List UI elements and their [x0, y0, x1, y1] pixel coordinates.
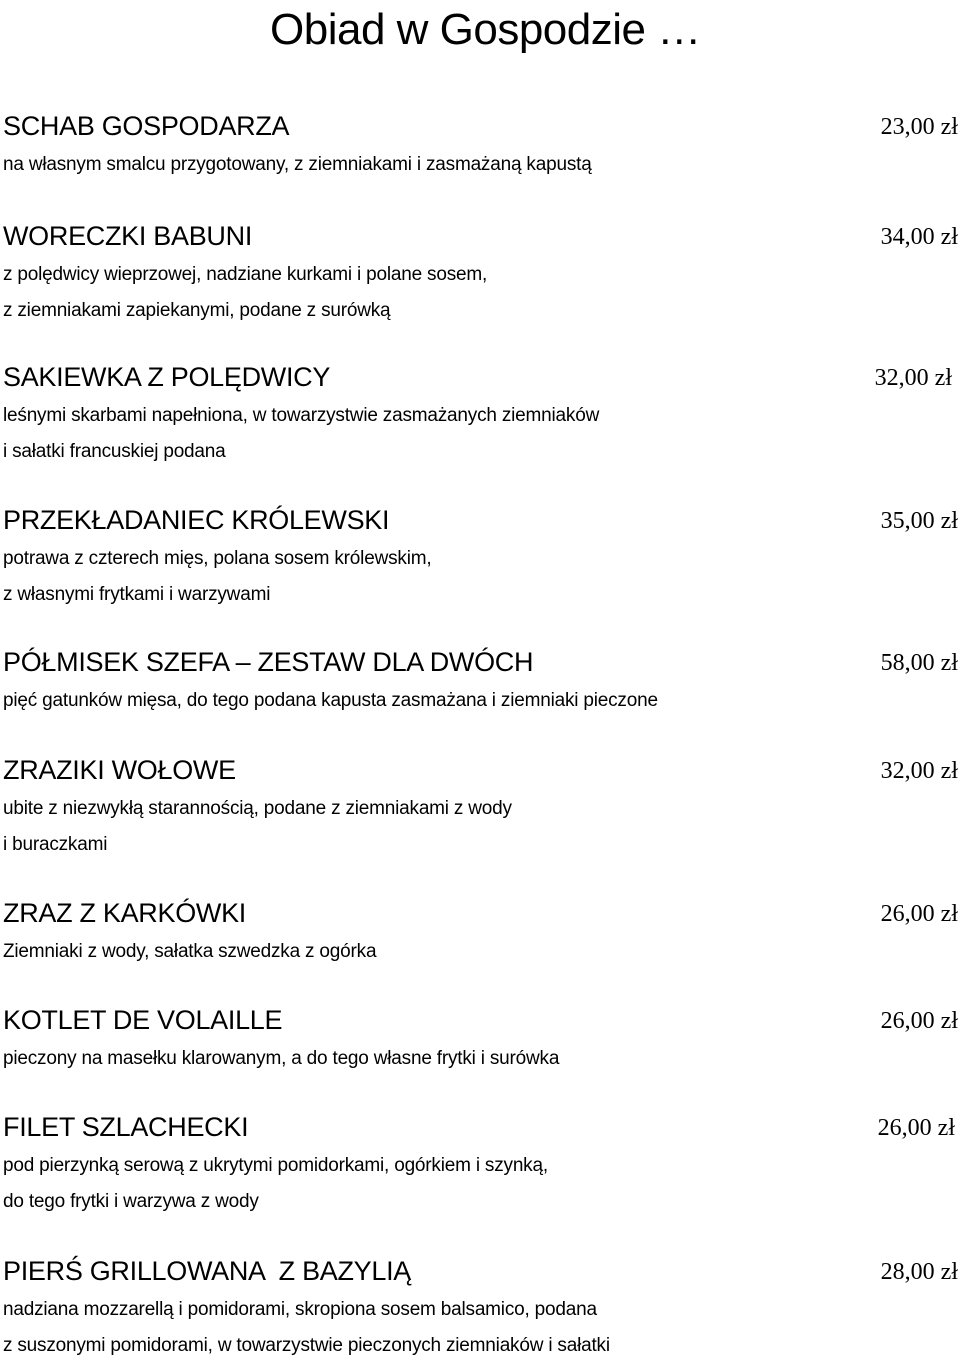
dish-description-line: na własnym smalcu przygotowany, z ziemniakami i zasmażaną kapustą: [3, 154, 592, 175]
dish-description-line: ubite z niezwykłą starannością, podane z ziemniakami z wody: [3, 798, 512, 819]
page-title: Obiad w Gospodzie …: [270, 5, 701, 54]
dish-price: 58,00 zł: [880, 650, 958, 676]
dish-description: [3, 1148, 903, 1220]
dish-description-line: i sałatki francuskiej podana: [3, 441, 226, 462]
dish-description-line: z ziemniakami zapiekanymi, podane z surówką: [3, 300, 391, 321]
dish-price: 32,00 zł: [880, 758, 958, 784]
dish-description-line: pieczony na masełku klarowanym, a do tego własne frytki i surówka: [3, 1048, 560, 1069]
dish-description: [3, 1292, 903, 1364]
dish-name: FILET SZLACHECKI: [3, 1112, 249, 1142]
dish-description-line: Ziemniaki z wody, sałatka szwedzka z ogórka: [3, 941, 377, 962]
dish-description-line: pod pierzynką serową z ukrytymi pomidorkami, ogórkiem i szynką,: [3, 1155, 548, 1176]
dish-name: PIERŚ GRILLOWANA Z BAZYLIĄ: [3, 1256, 412, 1286]
dish-description: [3, 683, 903, 719]
dish-description: [3, 1041, 903, 1077]
dish-name: ZRAZIKI WOŁOWE: [3, 755, 236, 785]
dish-price: 26,00 zł: [880, 901, 958, 927]
dish-price: 28,00 zł: [880, 1259, 958, 1285]
dish-name: PÓŁMISEK SZEFA – ZESTAW DLA DWÓCH: [3, 647, 534, 677]
dish-description: [3, 541, 903, 613]
dish-price: 32,00 zł: [874, 365, 952, 391]
dish-price: 35,00 zł: [880, 508, 958, 534]
dish-price: 26,00 zł: [877, 1115, 955, 1141]
dish-description-line: i buraczkami: [3, 834, 108, 855]
dish-price: 34,00 zł: [880, 224, 958, 250]
dish-description-line: potrawa z czterech mięs, polana sosem królewskim,: [3, 548, 432, 569]
dish-description-line: z polędwicy wieprzowej, nadziane kurkami i polane sosem,: [3, 264, 488, 285]
dish-description: [3, 147, 903, 183]
dish-name: ZRAZ Z KARKÓWKI: [3, 898, 247, 928]
dish-name: SAKIEWKA Z POLĘDWICY: [3, 362, 331, 392]
dish-description: [3, 934, 903, 970]
dish-description-line: do tego frytki i warzywa z wody: [3, 1191, 259, 1212]
dish-description: [3, 398, 903, 470]
dish-description-line: pięć gatunków mięsa, do tego podana kapusta zasmażana i ziemniaki pieczone: [3, 690, 658, 711]
dish-description-line: leśnymi skarbami napełniona, w towarzystwie zasmażanych ziemniaków: [3, 405, 600, 426]
dish-description-line: z suszonymi pomidorami, w towarzystwie pieczonych ziemniaków i sałatki: [3, 1335, 610, 1356]
dish-price: 26,00 zł: [880, 1008, 958, 1034]
dish-name: WORECZKI BABUNI: [3, 221, 253, 251]
dish-description-line: nadziana mozzarellą i pomidorami, skropiona sosem balsamico, podana: [3, 1299, 597, 1320]
dish-name: PRZEKŁADANIEC KRÓLEWSKI: [3, 505, 390, 535]
dish-description-line: z własnymi frytkami i warzywami: [3, 584, 271, 605]
dish-name: KOTLET DE VOLAILLE: [3, 1005, 283, 1035]
dish-description: [3, 257, 903, 329]
dish-price: 23,00 zł: [880, 114, 958, 140]
dish-description: [3, 791, 903, 863]
dish-name: SCHAB GOSPODARZA: [3, 111, 290, 141]
